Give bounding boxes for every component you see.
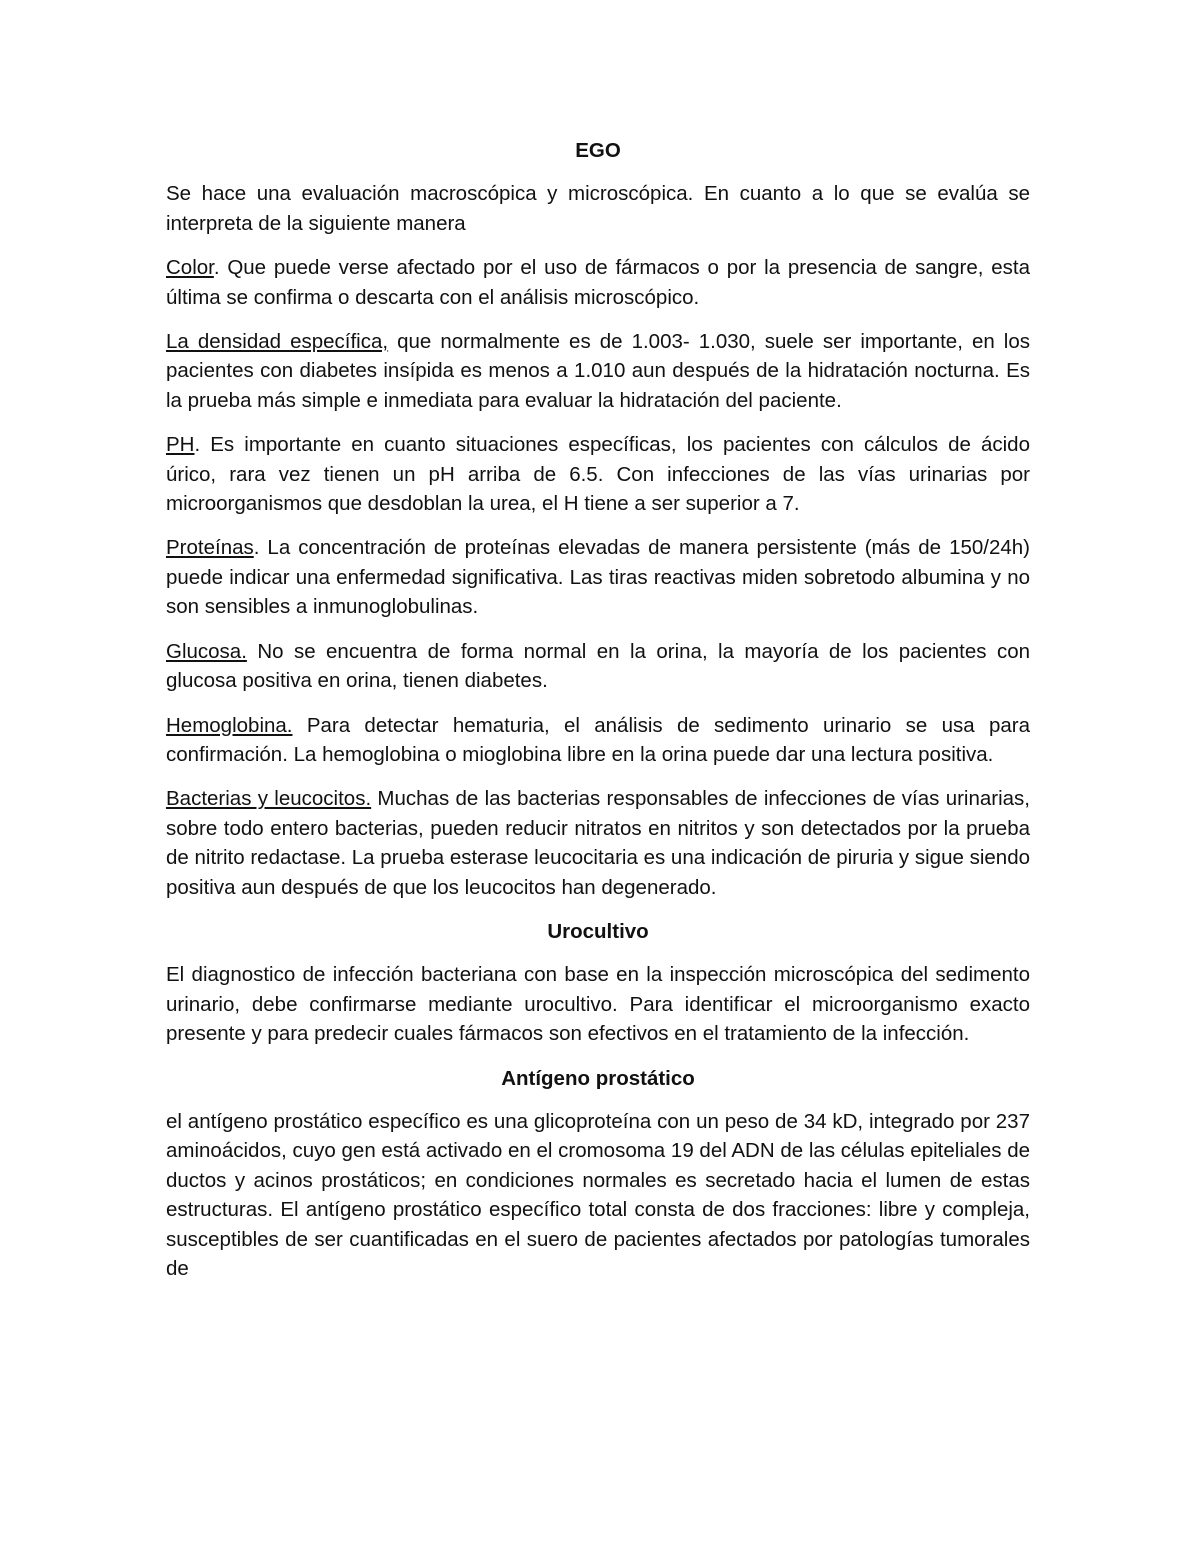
ego-item-glucosa bbox=[166, 637, 1030, 696]
ego-item-color bbox=[166, 253, 1030, 312]
item-text: . Es importante en cuanto situaciones específicas, los pacientes con cálculos de ácido úrico, rara vez tienen un pH arriba de 6.5. Con infecciones de las vías urinarias por microorganismos que desdoblan la urea, el H tiene a ser superior a 7. bbox=[166, 433, 1030, 516]
urocultivo-text: El diagnostico de infección bacteriana con base en la inspección microscópica del sedimento urinario, debe confirmarse mediante urocultivo. Para identificar el microorganismo exacto presente y para predecir cuales fármacos son efectivos en el tratamiento de la infección. bbox=[166, 963, 1030, 1046]
section-title-antigeno: Antígeno prostático bbox=[501, 1066, 695, 1090]
ego-item-ph bbox=[166, 430, 1030, 518]
term-proteinas: Proteínas bbox=[166, 536, 254, 560]
item-text: . La concentración de proteínas elevadas de manera persistente (más de 150/24h) puede indicar una enfermedad significativa. Las tiras reactivas miden sobretodo albumina y no son sensibles a inmunoglobulinas. bbox=[166, 536, 1030, 619]
ego-item-densidad bbox=[166, 327, 1030, 415]
item-text: Muchas de las bacterias responsables de infecciones de vías urinarias, sobre todo entero bacterias, pueden reducir nitratos en nitritos y son detectados por la prueba de nitrito redactase. La prueba esterase leucocitaria es una indicación de piruria y sigue siendo positiva aun después de que los leucocitos han degenerado. bbox=[166, 787, 1031, 899]
item-text: No se encuentra de forma normal en la orina, la mayoría de los pacientes con glucosa positiva en orina, tienen diabetes. bbox=[166, 639, 1030, 693]
item-text: Para detectar hematuria, el análisis de sedimento urinario se usa para confirmación. La hemoglobina o mioglobina libre en la orina puede dar una lectura positiva. bbox=[166, 713, 1030, 766]
term-color: Color bbox=[166, 256, 214, 280]
ego-item-hemoglobina bbox=[166, 711, 1030, 770]
item-text: . Que puede verse afectado por el uso de fármacos o por la presencia de sangre, esta última se confirma o descarta con el análisis microscópico. bbox=[166, 256, 1030, 309]
ego-item-bacterias bbox=[166, 784, 1030, 902]
term-ph: PH bbox=[166, 433, 195, 457]
ego-intro: Se hace una evaluación macroscópica y microscópica. En cuanto a lo que se evalúa se interpreta de la siguiente manera bbox=[166, 182, 1030, 235]
term-glucosa: Glucosa. bbox=[166, 639, 247, 663]
document-page bbox=[166, 136, 1030, 1298]
ego-item-proteinas bbox=[166, 533, 1030, 621]
term-densidad: La densidad específica, bbox=[166, 330, 389, 354]
section-title-ego: EGO bbox=[575, 139, 621, 162]
section-title-urocultivo: Urocultivo bbox=[547, 919, 649, 943]
item-text: que normalmente es de 1.003- 1.030, suele ser importante, en los pacientes con diabetes insípida es menos a 1.010 aun después de la hidratación nocturna. Es la prueba más simple e inmediata para evaluar la hidratación del paciente. bbox=[166, 330, 1030, 412]
antigeno-text: el antígeno prostático específico es una glicoproteína con un peso de 34 kD, integrado por 237 aminoácidos, cuyo gen está activado en el cromosoma 19 del ADN de las células epiteliales de ductos y acinos prostáticos; en condiciones normales es secretado hacia el lumen de estas estructuras. El antígeno prostático específico total consta de dos fracciones: libre y compleja, susceptibles de ser cuantificadas en el suero de pacientes afectados por patologías tumorales de bbox=[166, 1109, 1030, 1280]
term-hemoglobina: Hemoglobina. bbox=[166, 713, 293, 737]
term-bacterias: Bacterias y leucocitos. bbox=[166, 787, 372, 811]
